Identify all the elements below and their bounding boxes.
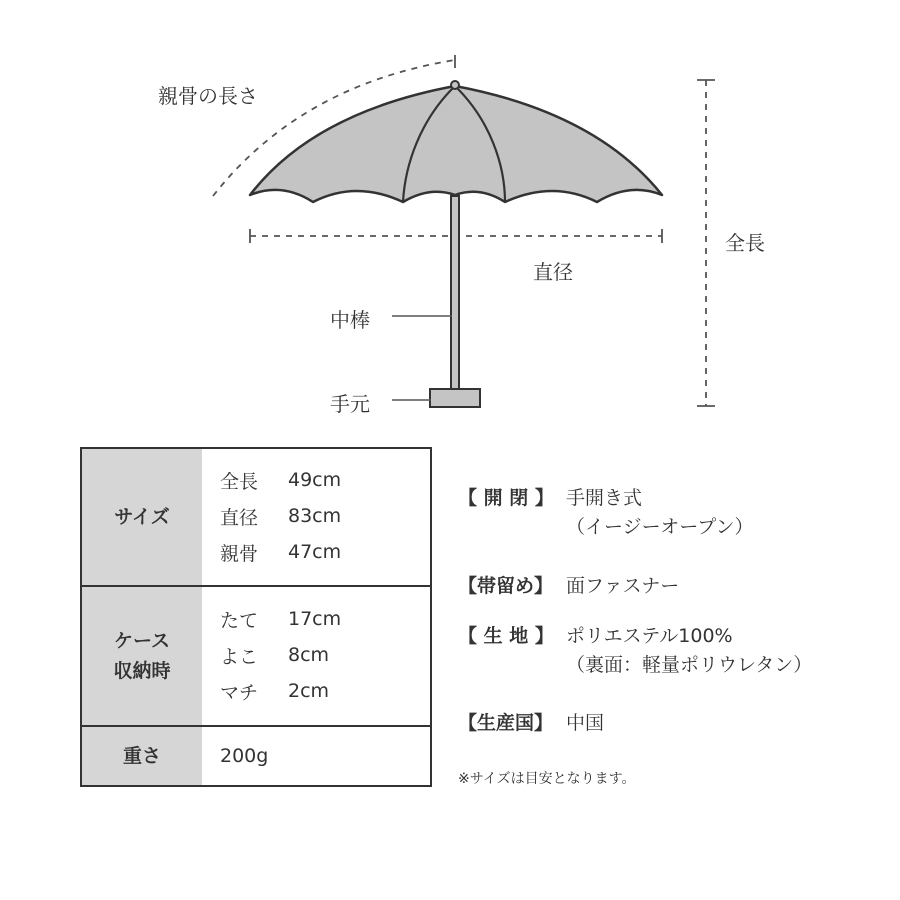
entry-value: 49cm	[288, 469, 342, 491]
entry-key: よこ	[220, 645, 259, 668]
size-note: ※サイズは目安となります。	[458, 771, 636, 787]
spec-table	[80, 447, 432, 787]
spec-label: 【 開 閉 】	[458, 487, 554, 509]
table-entry	[220, 462, 430, 498]
table-row-size	[82, 449, 430, 585]
table-entry	[220, 637, 430, 673]
entry-value: 83cm	[288, 505, 342, 527]
table-header-case	[82, 587, 202, 725]
spec-value: 中国	[566, 712, 605, 734]
umbrella-tip-icon	[451, 81, 459, 89]
table-row-case	[82, 585, 430, 725]
handle-label: 手元	[330, 392, 370, 416]
entry-value: 47cm	[288, 541, 342, 563]
entry-key: 直径	[220, 506, 259, 529]
entry-value: 2cm	[288, 680, 330, 702]
table-body-case	[202, 587, 430, 725]
umbrella-diagram	[0, 0, 900, 430]
spec-label: 【帯留め】	[458, 575, 554, 597]
table-body-size	[202, 449, 430, 585]
table-header-size: サイズ	[82, 449, 202, 585]
table-body-weight	[202, 727, 430, 785]
table-entry	[220, 601, 430, 637]
spec-item-fabric	[458, 622, 812, 680]
total-length-label: 全長	[725, 231, 765, 255]
umbrella-handle-icon	[430, 389, 480, 407]
entry-key: 親骨	[220, 542, 259, 565]
spec-label: 【 生 地 】	[458, 625, 554, 647]
table-header-weight: 重さ	[82, 727, 202, 785]
table-entry	[220, 673, 430, 709]
table-row-weight	[82, 725, 430, 785]
spec-value: 手開き式	[566, 487, 643, 509]
weight-value: 200g	[220, 745, 269, 767]
spec-item-open-close	[458, 484, 754, 542]
table-entry	[220, 534, 430, 570]
entry-key: 全長	[220, 470, 259, 493]
entry-key: たて	[220, 609, 259, 632]
header-line: 収納時	[113, 660, 171, 682]
entry-value: 8cm	[288, 644, 330, 666]
spec-label: 【生産国】	[458, 712, 554, 734]
shaft-label: 中棒	[330, 308, 370, 332]
entry-key: マチ	[220, 681, 259, 704]
rib-length-label: 親骨の長さ	[158, 84, 258, 108]
spec-value: ポリエステル100%	[566, 625, 733, 647]
diameter-label: 直径	[533, 260, 573, 284]
spec-value: （イージーオープン）	[566, 516, 754, 538]
table-entry	[220, 498, 430, 534]
umbrella-shaft-icon	[451, 196, 459, 390]
spec-value: （裏面：軽量ポリウレタン）	[566, 654, 813, 676]
spec-item-origin	[458, 709, 604, 738]
header-line: ケース	[113, 630, 171, 652]
umbrella-canopy-icon	[250, 86, 662, 202]
spec-value: 面ファスナー	[566, 575, 680, 597]
spec-item-strap	[458, 572, 679, 601]
entry-value: 17cm	[288, 608, 342, 630]
